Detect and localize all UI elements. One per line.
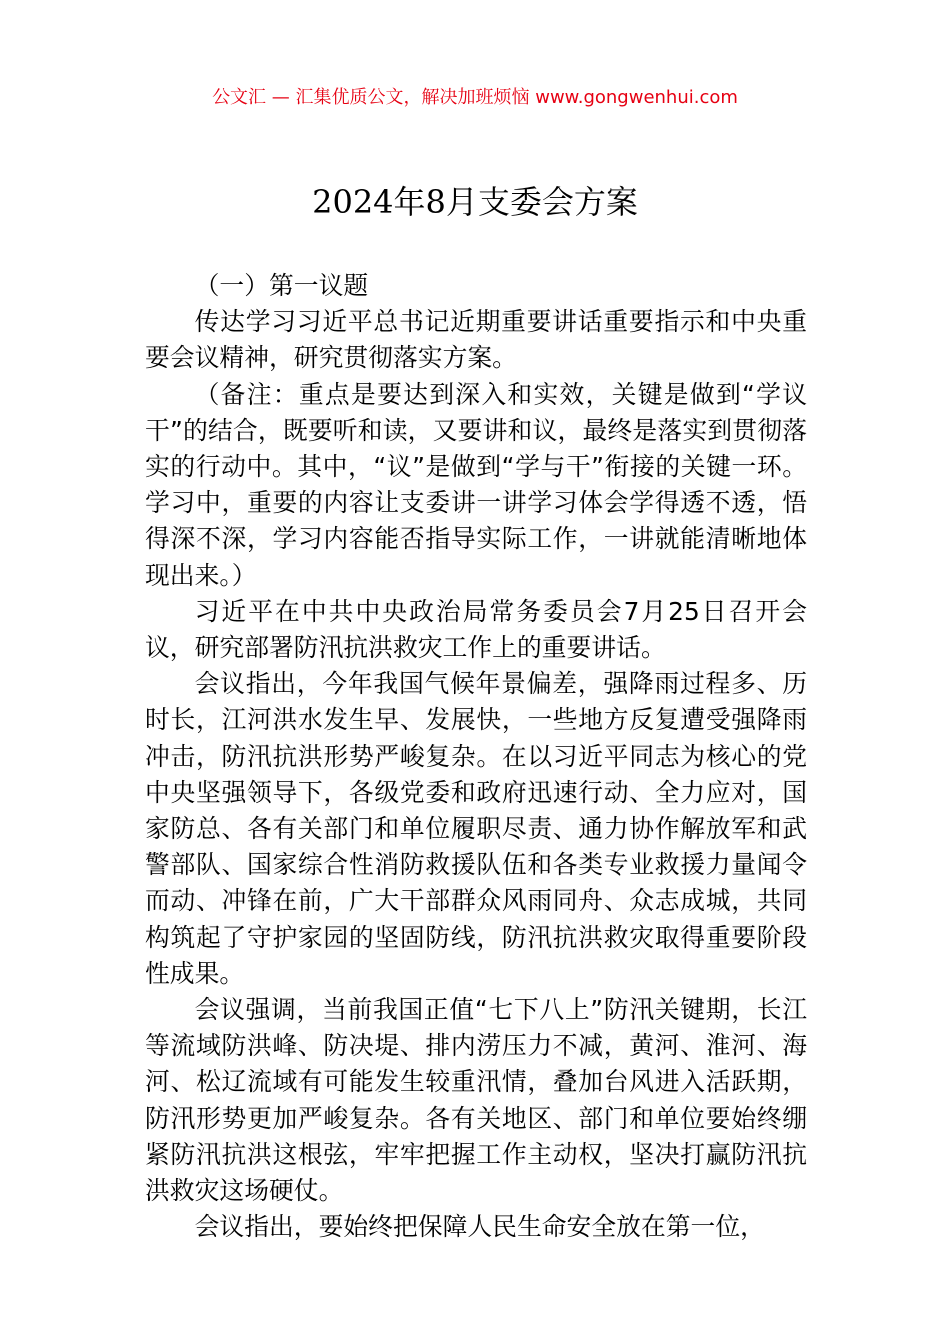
- paragraph-agenda-heading: （一）第一议题: [194, 271, 369, 300]
- paragraph: 会议强调，当前我国正值“七下八上”防汛关键期，长江等流域防洪峰、防决堤、排内涝压力不减，黄河、淮河、海河、松辽流域有可能发生较重汛情，叠加台风进入活跃期，防汛形势更加严峻复杂。各有关地区、部门和单位要始终绷紧防汛抗洪这根弦，牢牢把握工作主动权，坚决打赢防汛抗洪救灾这场硬仗。: [145, 995, 807, 1206]
- paragraph: 会议指出，今年我国气候年景偏差，强降雨过程多、历时长，江河洪水发生早、发展快，一些地方反复遭受强降雨冲击，防汛抗洪形势严峻复杂。在以习近平同志为核心的党中央坚强领导下，各级党委和政府迅速行动、全力应对，国家防总、各有关部门和单位履职尽责、通力协作解放军和武警部队、国家综合性消防救援队伍和各类专业救援力量闻令而动、冲锋在前，广大干部群众风雨同舟、众志成城，共同构筑起了守护家园的坚固防线，防汛抗洪救灾取得重要阶段性成果。: [145, 669, 807, 988]
- paragraph: 会议指出，要始终把保障人民生命安全放在第一位，: [194, 1212, 765, 1242]
- paragraph: 习近平在中共中央政治局常务委员会7月25日召开会议，研究部署防汛抗洪救灾工作上的重要讲话。: [145, 596, 807, 663]
- paragraph-note: （备注：重点是要达到深入和实效，关键是做到“学议干”的结合，既要听和读，又要讲和议，最终是落实到贯彻落实的行动中。其中，“议”是做到“学与干”衔接的关键一环。学习中，重要的内容让支委讲一讲学习体会学得透不透，悟得深不深，学习内容能否指导实际工作，一讲就能清晰地体现出来。）: [145, 379, 807, 590]
- document-body: [145, 268, 807, 1245]
- document-title: 2024年8月支委会方案: [312, 183, 638, 221]
- paragraph: 传达学习习近平总书记近期重要讲话重要指示和中央重要会议精神，研究贯彻落实方案。: [145, 307, 807, 373]
- site-header-banner: 公文汇 — 汇集优质公文，解决加班烦恼 www.gongwenhui.com: [212, 87, 738, 108]
